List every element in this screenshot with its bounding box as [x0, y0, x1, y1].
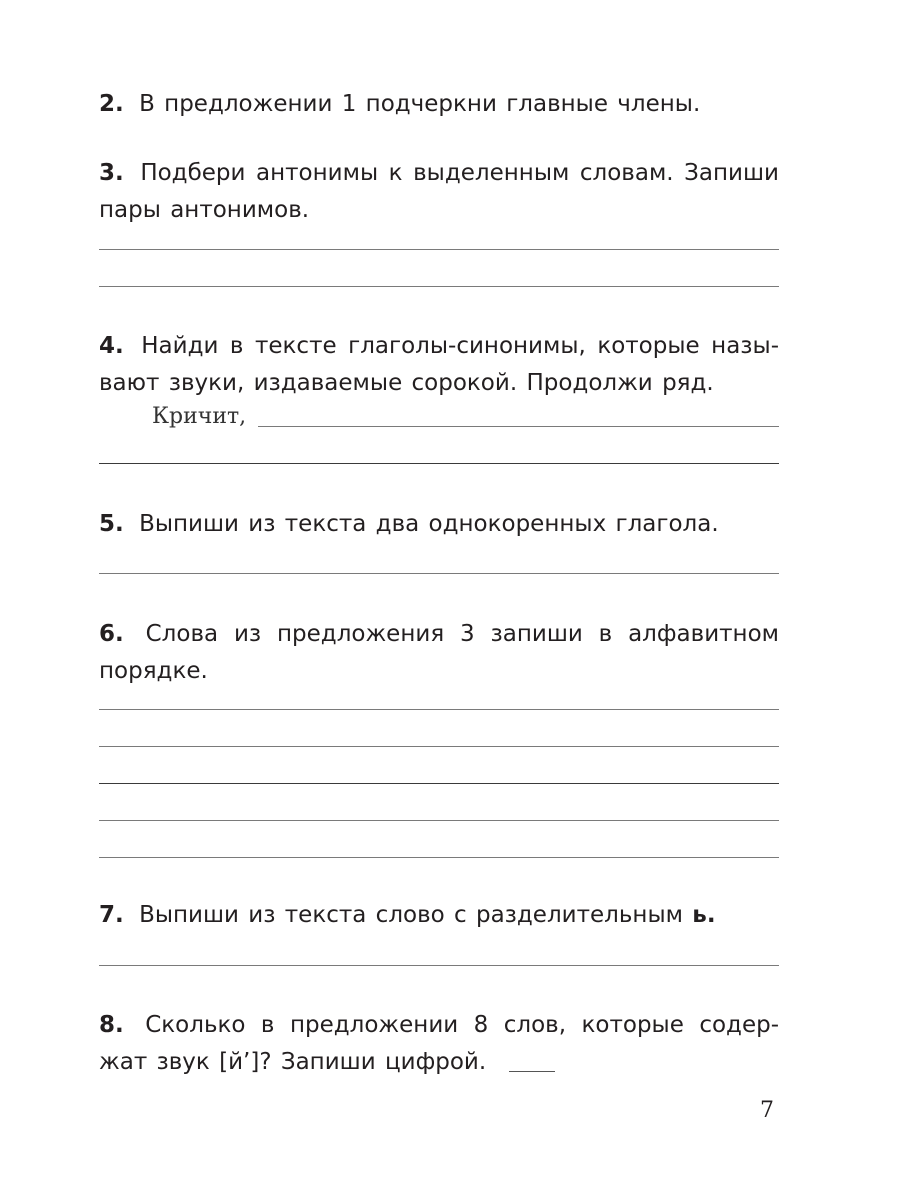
task-text: Подбери антонимы к выделенным словам. Запиши	[140, 160, 779, 186]
task-text: В предложении 1 подчеркни главные члены.	[139, 91, 701, 117]
example-word: Кричит,	[152, 404, 247, 429]
task-2	[99, 86, 779, 123]
answer-line[interactable]	[99, 783, 779, 784]
answer-line[interactable]	[99, 463, 779, 464]
task-text: Найди в тексте глаголы-синонимы, которые назы-	[141, 333, 779, 359]
task-number: 4.	[99, 333, 124, 359]
task-number: 6.	[99, 621, 124, 647]
task-7	[99, 897, 779, 934]
page-number: 7	[760, 1098, 774, 1123]
task-6	[99, 616, 779, 690]
task-text: Выпиши из текста два однокоренных глагола.	[139, 511, 719, 537]
task-5	[99, 506, 779, 543]
task-number: 8.	[99, 1012, 124, 1038]
answer-line[interactable]	[258, 426, 779, 427]
task-number: 5.	[99, 511, 124, 537]
soft-sign-letter: ь.	[692, 902, 716, 928]
task-text: вают звуки, издаваемые сорокой. Продолжи ряд.	[99, 370, 714, 396]
answer-line[interactable]	[99, 573, 779, 574]
answer-line[interactable]	[99, 746, 779, 747]
answer-line[interactable]	[99, 820, 779, 821]
task-8	[99, 1007, 779, 1081]
task-text: порядке.	[99, 658, 208, 684]
task-text: Слова из предложения 3 запиши в алфавитном	[145, 621, 780, 647]
task-text: жат звук [й’]? Запиши цифрой.	[99, 1049, 487, 1075]
task-3	[99, 155, 779, 229]
task-text: Выпиши из текста слово с разделительным	[139, 902, 683, 928]
task-text: пары антонимов.	[99, 197, 310, 223]
answer-line[interactable]	[99, 286, 779, 287]
task-number: 2.	[99, 91, 124, 117]
answer-line[interactable]	[99, 249, 779, 250]
answer-line[interactable]	[99, 857, 779, 858]
task-text: Сколько в предложении 8 слов, которые содер-	[145, 1012, 779, 1038]
answer-line[interactable]	[99, 709, 779, 710]
answer-line[interactable]	[99, 965, 779, 966]
task-number: 3.	[99, 160, 124, 186]
task-4	[99, 328, 779, 402]
answer-blank[interactable]	[509, 1071, 555, 1072]
task-number: 7.	[99, 902, 124, 928]
